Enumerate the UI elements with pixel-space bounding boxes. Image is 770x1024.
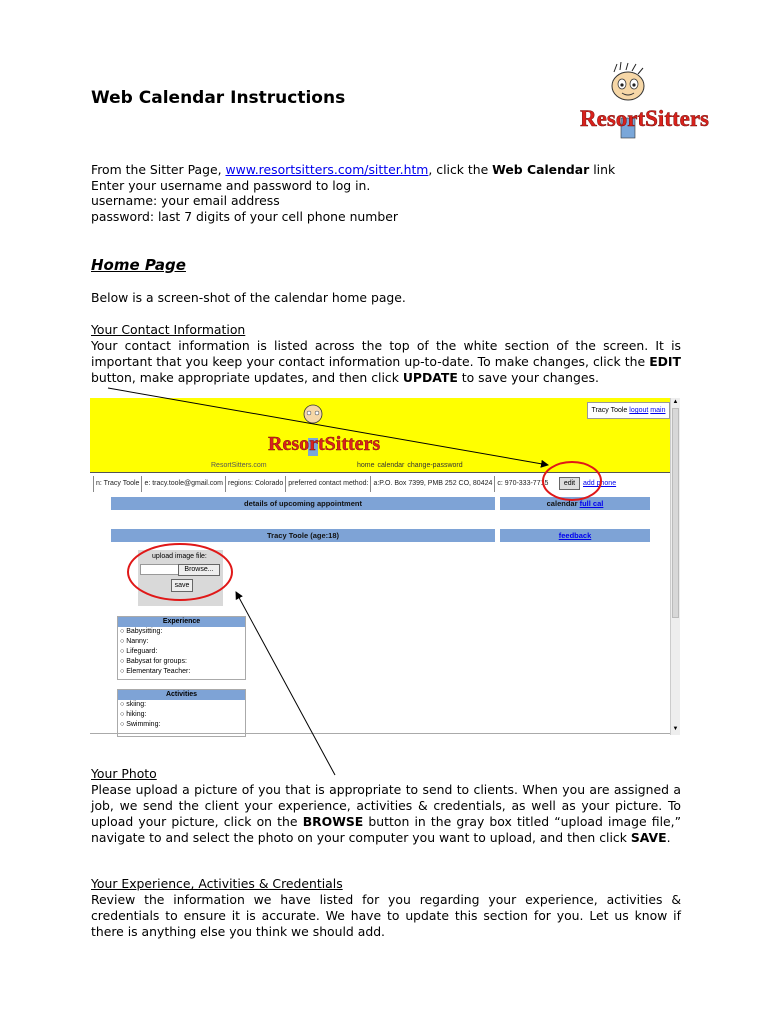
- intro-text: , click the: [428, 162, 493, 177]
- intro-password: password: last 7 digits of your cell phone number: [91, 209, 398, 224]
- web-calendar-emphasis: Web Calendar: [492, 162, 590, 177]
- user-name: Tracy Toole: [591, 407, 628, 414]
- update-emphasis: UPDATE: [402, 370, 458, 385]
- list-item: ○ Swimming:: [120, 721, 161, 728]
- list-item-text: Lifeguard:: [126, 648, 158, 655]
- list-item-text: skiing:: [126, 701, 147, 708]
- scroll-down-icon: ▼: [672, 726, 679, 732]
- edit-arrow: [108, 388, 548, 465]
- edit-emphasis: EDIT: [649, 354, 681, 369]
- contact-regions: regions: Colorado: [225, 476, 285, 492]
- paragraph-text: to save your changes.: [457, 370, 599, 385]
- experience-heading: Experience: [118, 617, 245, 627]
- activities-heading: Activities: [118, 690, 245, 700]
- photo-heading: Your Photo: [91, 766, 157, 781]
- home-page-description: Below is a screen-shot of the calendar home page.: [91, 290, 406, 305]
- experience-paragraph: Review the information we have listed for you regarding your experience, activities & credentials to ensure it is accurate. We have to update this section for you. Let us know if there is anything else you think we should add.: [91, 892, 681, 939]
- paragraph-text: Your contact information is listed across the top of the white section of the screen. It is important that you keep your contact information up-to-date. To make changes, click the: [91, 338, 681, 369]
- list-item: ○ Lifeguard:: [120, 648, 158, 655]
- list-item: ○ Elementary Teacher:: [120, 668, 191, 675]
- contact-address: a:P.O. Box 7399, PMB 252 CO, 80424: [370, 476, 494, 492]
- document-title: Web Calendar Instructions: [91, 88, 346, 108]
- list-item: ○ hiking:: [120, 711, 147, 718]
- nav-home[interactable]: home: [357, 462, 375, 469]
- intro-line-2: Enter your username and password to log in.: [91, 178, 371, 193]
- intro-username: username: your email address: [91, 193, 280, 208]
- profile-bar: Tracy Toole (age:18): [111, 529, 495, 542]
- site-label: ResortSitters.com: [211, 462, 267, 469]
- nav-calendar[interactable]: calendar: [377, 462, 405, 469]
- contact-info-heading: Your Contact Information: [91, 322, 246, 337]
- scroll-up-icon: ▲: [672, 399, 679, 405]
- full-cal-link[interactable]: full cal: [579, 499, 604, 508]
- list-item-text: hiking:: [126, 711, 147, 718]
- photo-paragraph: [91, 782, 681, 846]
- list-item: ○ Babysat for groups:: [120, 658, 187, 665]
- upload-image-label: upload image file:: [152, 553, 207, 560]
- nav-change-password[interactable]: change-password: [407, 462, 463, 469]
- upload-highlight-circle: [128, 544, 232, 600]
- upload-arrow: [236, 592, 335, 775]
- save-emphasis: SAVE: [630, 830, 667, 845]
- list-item: ○ Babysitting:: [120, 628, 163, 635]
- intro-text: From the Sitter Page,: [91, 162, 226, 177]
- list-item-text: Elementary Teacher:: [126, 668, 191, 675]
- list-item-text: Nanny:: [126, 638, 149, 645]
- browse-button[interactable]: Browse...: [178, 564, 220, 576]
- list-item-text: Swimming:: [126, 721, 161, 728]
- contact-cell: c: 970-333-7715: [494, 476, 550, 492]
- save-button[interactable]: save: [171, 579, 193, 592]
- svg-text:ResortSitters: ResortSitters: [580, 106, 710, 131]
- home-page-heading: Home Page: [91, 256, 186, 274]
- edit-button[interactable]: edit: [559, 477, 580, 490]
- contact-method: preferred contact method:: [285, 476, 370, 492]
- svg-text:ResortSitters: ResortSitters: [268, 433, 381, 455]
- paragraph-text: button in the gray box titled “upload image file,” navigate to and select the photo on your computer you want to upload, and then click: [91, 814, 681, 845]
- list-item: ○ skiing:: [120, 701, 147, 708]
- intro-text: link: [589, 162, 616, 177]
- paragraph-text: button, make appropriate updates, and then click: [91, 370, 403, 385]
- add-phone-link[interactable]: add phone: [583, 480, 617, 487]
- list-item: ○ Nanny:: [120, 638, 149, 645]
- list-item-text: Babysitting:: [126, 628, 163, 635]
- list-item-text: Babysat for groups:: [126, 658, 187, 665]
- edit-highlight-circle: [543, 462, 601, 500]
- experience-heading: Your Experience, Activities & Credentials: [91, 876, 343, 891]
- feedback-link[interactable]: feedback: [558, 531, 592, 540]
- contact-name: n: Tracy Toole: [93, 476, 141, 492]
- sitter-page-link[interactable]: www.resortsitters.com/sitter.htm: [225, 162, 429, 177]
- paragraph-text: Please upload a picture of you that is appropriate to send to clients. When you are assigned a job, we send the client your experience, activities & credentials, as well as your picture. To upload your picture, click on the: [91, 782, 681, 829]
- logout-link[interactable]: logout: [629, 407, 649, 414]
- calendar-label: calendar: [546, 499, 578, 508]
- browse-emphasis: BROWSE: [302, 814, 364, 829]
- contact-email: e: tracy.toole@gmail.com: [141, 476, 225, 492]
- appointments-bar: details of upcoming appointment: [111, 497, 495, 510]
- main-link[interactable]: main: [650, 407, 666, 414]
- paragraph-text: .: [666, 830, 671, 845]
